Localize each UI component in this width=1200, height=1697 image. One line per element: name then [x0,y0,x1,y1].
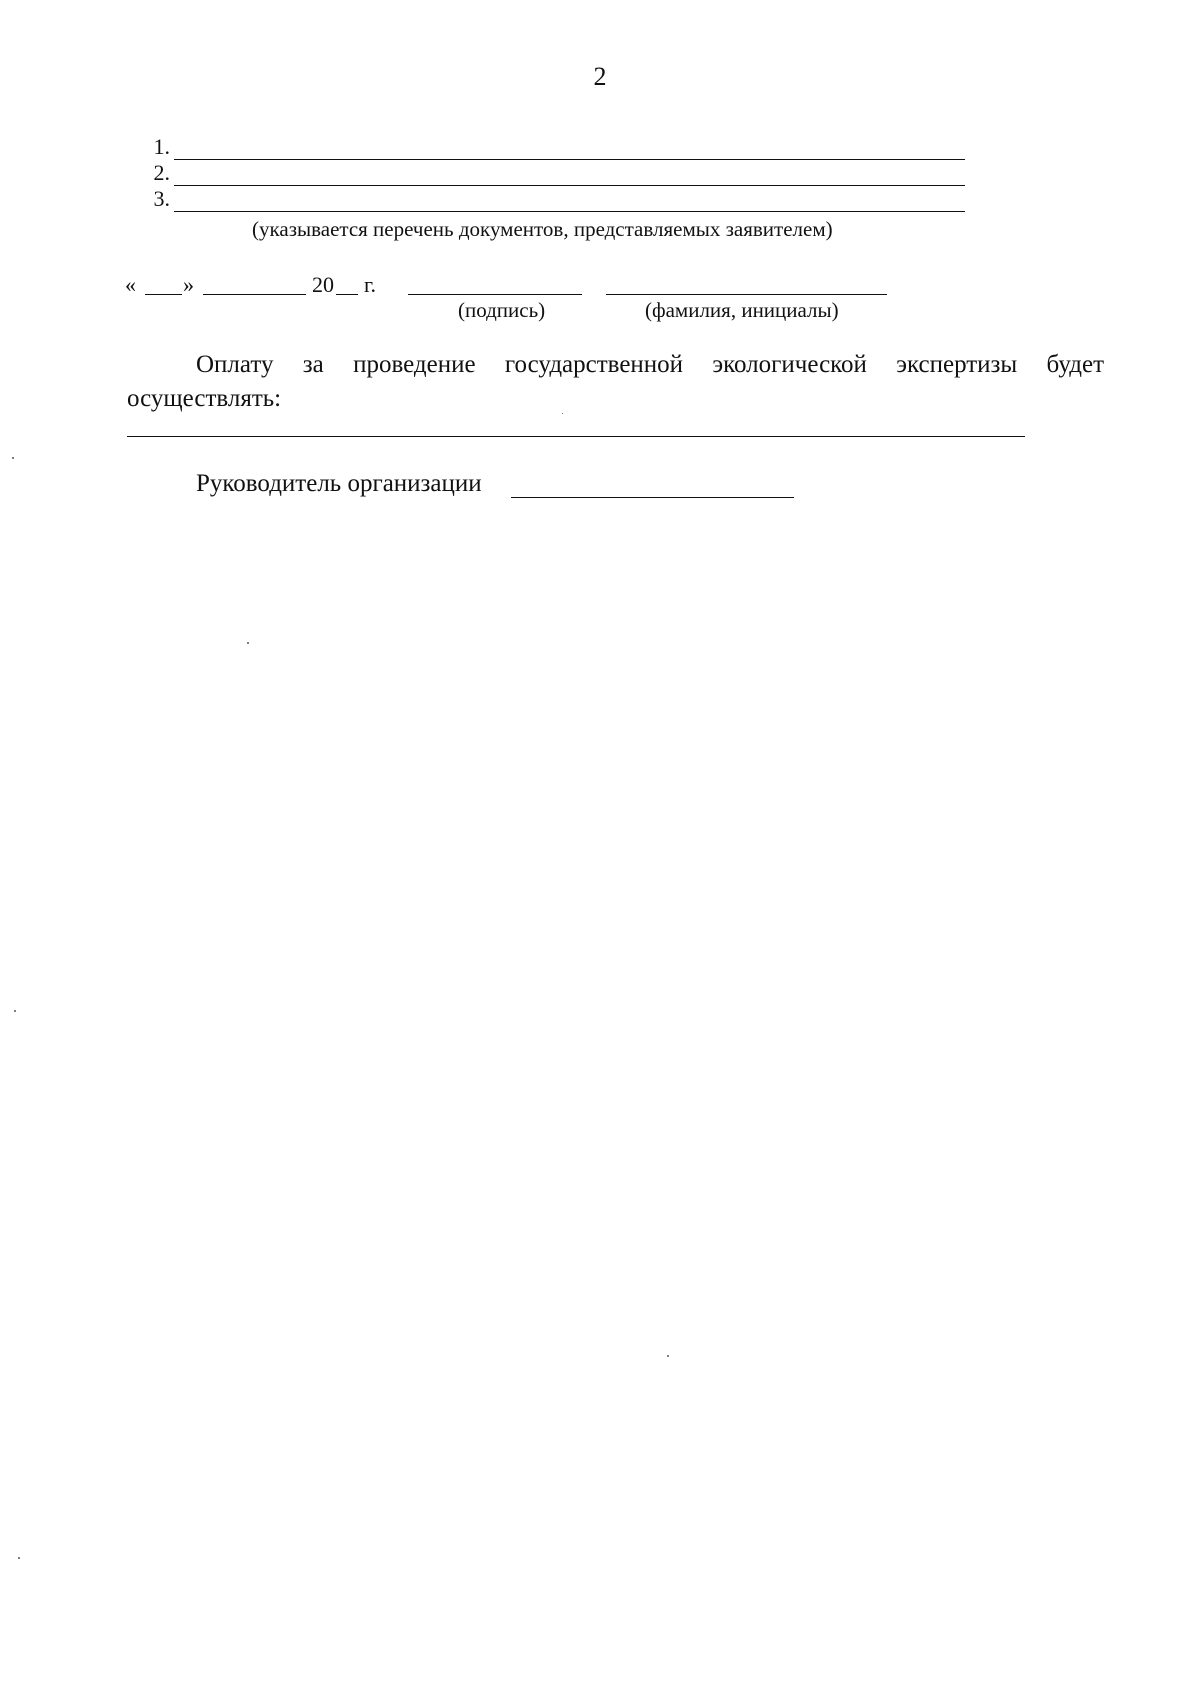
year-field[interactable] [336,294,358,295]
name-field[interactable] [606,294,887,295]
name-caption: (фамилия, инициалы) [645,298,839,322]
payment-line-2: осуществлять: [127,385,282,412]
scan-speck [562,413,563,414]
list-item-number: 2. [153,160,170,185]
documents-caption: (указывается перечень документов, представляемых заявителем) [252,217,833,241]
list-item [145,134,170,160]
list-item [145,186,170,212]
day-field[interactable] [145,294,182,295]
head-of-organization-label: Руководитель организации [196,470,482,497]
quote-open: « [125,272,136,297]
year-suffix: г. [364,272,377,297]
signature-caption: (подпись) [458,298,546,322]
document-field-1[interactable] [174,159,965,160]
list-item [145,160,170,186]
page-number: 2 [593,62,607,91]
payment-line-1: Оплату за проведение государственной экологической экспертизы будет [196,351,1104,378]
quote-close: » [183,272,194,297]
scan-speck [18,1557,20,1559]
list-item-number: 3. [153,186,170,211]
document-field-3[interactable] [174,211,965,212]
month-field[interactable] [203,294,306,295]
payer-field[interactable] [127,436,1025,437]
document-field-2[interactable] [174,185,965,186]
signature-field[interactable] [408,294,582,295]
scan-speck [12,457,14,459]
scan-speck [667,1355,669,1357]
list-item-number: 1. [153,134,170,159]
head-signature-field[interactable] [511,497,794,498]
scan-speck [14,1010,16,1012]
scan-speck [247,642,249,644]
year-prefix: 20 [312,272,334,297]
